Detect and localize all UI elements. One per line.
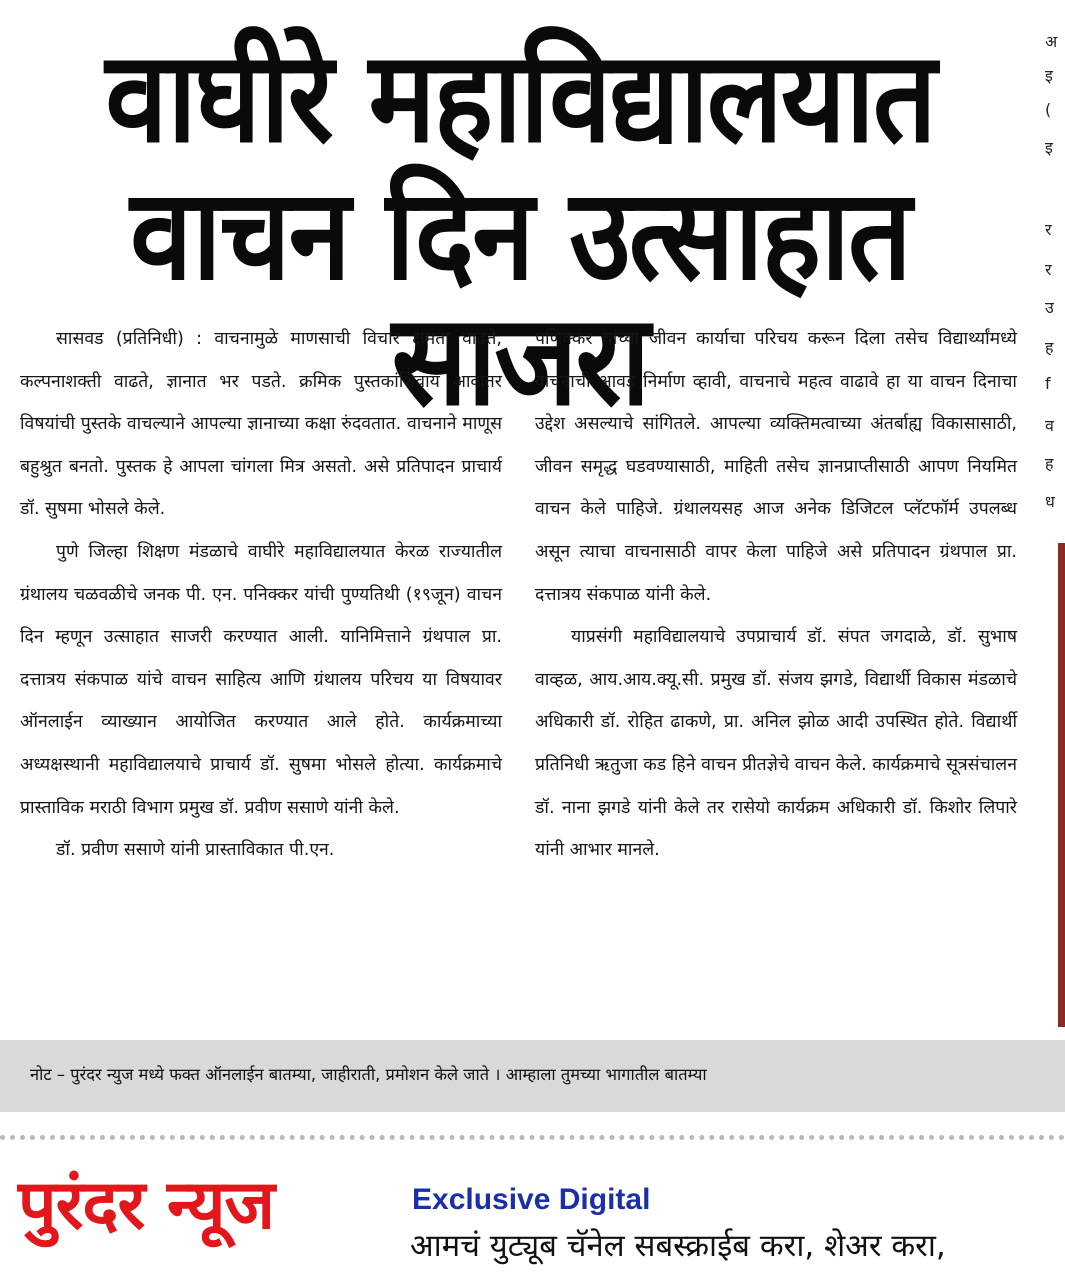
article-paragraph: पुणे जिल्हा शिक्षण मंडळाचे वाघीरे महाविद्यालयात केरळ राज्यातील ग्रंथालय चळवळीचे जनक पी. एन. पनिक्कर यांची पुण्यतिथी (१९जून) वाचन दिन म्हणून उत्साहात साजरी करण्यात आली. यानिमित्ताने ग्रंथपाल प्रा. दत्तात्रय संकपाळ यांचे वाचन साहित्य आणि ग्रंथालय परिचय या विषयावर ऑनलाईन व्याख्यान आयोजित करण्यात आले होते. कार्यक्रमाच्या अध्यक्षस्थानी महाविद्यालयाचे प्राचार्य डॉ. सुषमा भोसले होत्या. कार्यक्रमाचे प्रास्ताविक मराठी विभाग प्रमुख डॉ. प्रवीण ससाणे यांनी केले. bbox=[20, 541, 502, 818]
divider bbox=[0, 1135, 1065, 1140]
edge-fragment: ह bbox=[1045, 454, 1054, 473]
edge-fragment: अ bbox=[1045, 32, 1058, 51]
edge-fragment: ह bbox=[1045, 338, 1054, 357]
article-paragraph: सासवड (प्रतिनिधी) : वाचनामुळे माणसाची विचार क्षमता वाढते, कल्पनाशक्ती वाढते, ज्ञानात भर पडते. क्रमिक पुस्तकांशिवाय आवांतर विषयांची पुस्तके वाचल्याने आपल्या ज्ञानाच्या कक्षा रुंदवतात. वाचनाने माणूस बहुश्रुत बनतो. पुस्तक हे आपला चांगला मित्र असतो. असे प्रतिपादन प्राचार्य डॉ. सुषमा भोसले केले. bbox=[20, 329, 502, 520]
edge-fragment: उ bbox=[1045, 298, 1054, 317]
subscribe-cta: आमचं युट्यूब चॅनेल सबस्क्राईब करा, शेअर करा, bbox=[410, 1228, 946, 1264]
edge-fragment: f bbox=[1045, 374, 1051, 393]
headline-line-2: वाचन दिन उत्साहात साजरा bbox=[130, 162, 910, 434]
headline-line-1: वाघीरे महाविद्यालयात bbox=[105, 25, 935, 171]
edge-fragment: र bbox=[1045, 260, 1052, 279]
article-paragraph: याप्रसंगी महाविद्यालयाचे उपप्राचार्य डॉ. संपत जगदाळे, डॉ. सुभाष वाव्हळ, आय.आय.क्यू.सी. प्रमुख डॉ. संजय झगडे, विद्यार्थी विकास मंडळाचे अधिकारी डॉ. रोहित ढाकणे, प्रा. अनिल झोळ आदी उपस्थित होते. विद्यार्थी प्रतिनिधी ऋतुजा कड हिने वाचन प्रीतज्ञेचे वाचन केले. कार्यक्रमाचे सूत्रसंचालन डॉ. नाना झगडे यांनी केले तर रासेयो कार्यक्रम अधिकारी डॉ. किशोर लिपारे यांनी आभार मानले. bbox=[535, 627, 1017, 861]
edge-fragment: इ bbox=[1045, 138, 1053, 157]
edge-fragment: र bbox=[1045, 220, 1052, 239]
article-paragraph: पणिक्कर यांच्या जीवन कार्याचा परिचय करून दिला तसेच विद्यार्थ्यांमध्ये वाचनाची आवड निर्माण व्हावी, वाचनाचे महत्व वाढावे हा या वाचन दिनाचा उद्देश असल्याचे सांगितले. आपल्या व्यक्तिमत्वाच्या अंतर्बाह्य विकासासाठी, जीवन समृद्ध घडवण्यासाठी, माहिती तसेच ज्ञानप्राप्तीसाठी आपण नियमित वाचन केले पाहिजे. ग्रंथालयसह आज अनेक डिजिटल प्लॅटफॉर्म उपलब्ध असून त्याचा वाचनासाठी वापर केला पाहिजे असे प्रतिपादन ग्रंथपाल प्रा. दत्तात्रय संकपाळ यांनी केले. bbox=[535, 329, 1017, 605]
article-column-right bbox=[535, 318, 1017, 872]
edge-fragment: इ bbox=[1045, 66, 1053, 85]
brand-logo: पुरंदर न्यूज bbox=[18, 1166, 274, 1245]
edge-fragment: ध bbox=[1045, 492, 1055, 511]
notice-text: नोट – पुरंदर न्युज मध्ये फक्त ऑनलाईन बातम्या, जाहीराती, प्रमोशन केले जाते । आम्हाला तुमच्या भागातील बातम्या bbox=[30, 1065, 707, 1084]
article-column-left bbox=[20, 318, 502, 872]
article-paragraph: डॉ. प्रवीण ससाणे यांनी प्रास्ताविकात पी.एन. bbox=[56, 840, 335, 861]
edge-fragment: व bbox=[1045, 416, 1054, 435]
edge-fragment: ( bbox=[1045, 100, 1052, 119]
brand-tagline: Exclusive Digital bbox=[412, 1183, 651, 1216]
adjacent-photo-edge bbox=[1058, 543, 1065, 1027]
